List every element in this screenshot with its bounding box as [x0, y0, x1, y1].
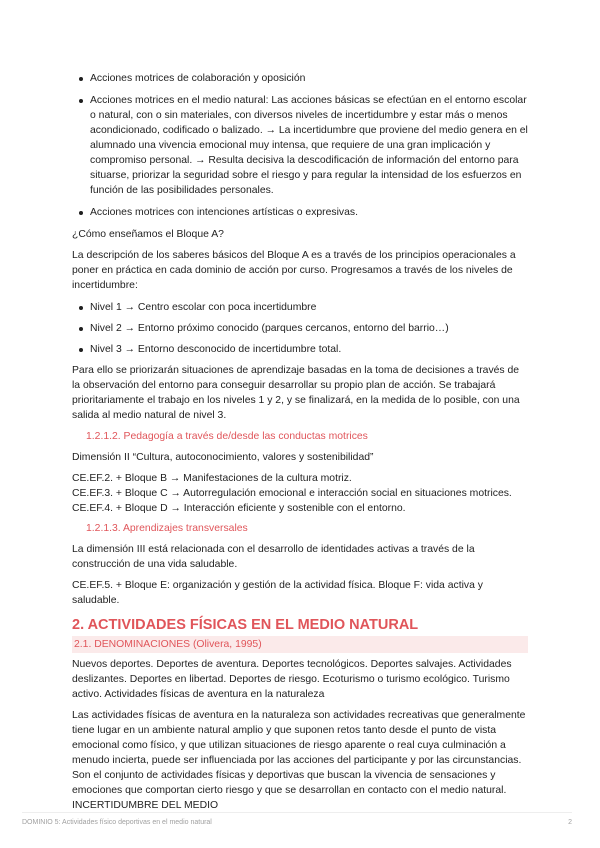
question-text: ¿Cómo enseñamos el Bloque A? [72, 229, 224, 240]
list-item: Nivel 2 → Entorno próximo conocido (parques cercanos, entorno del barrio…) [72, 321, 528, 336]
paragraph: INCERTIDUMBRE DEL MEDIO [72, 800, 219, 811]
action-types-list [72, 71, 528, 220]
section-heading: 2. ACTIVIDADES FÍSICAS EN EL MEDIO NATURAL [72, 617, 419, 633]
page-content [72, 71, 528, 813]
list-item: Nivel 3 → Entorno desconocido de incertidumbre total. [72, 342, 528, 357]
subsection-title: 2.1. DENOMINACIONES (Olivera, 1995) [72, 636, 528, 653]
footer-title: DOMINIO 5: Actividades físico deportivas en el medio natural [22, 819, 212, 826]
page-number: 2 [568, 819, 572, 826]
paragraph: La descripción de los saberes básicos del Bloque A es a través de los principios operacionales a poner en práctica en cada dominio de acción por curso. Progresamos a través de los niveles de incertidumbre: [72, 250, 516, 291]
page-footer [22, 812, 572, 826]
list-item: Acciones motrices de colaboración y oposición [72, 71, 528, 86]
list-item: Acciones motrices en el medio natural: Las acciones básicas se efectúan en el entorno escolar o natural, con o sin materiales, con diversos niveles de incertidumbre y estar más o menos acondicionado, codificado o balizado. → La incertidumbre que proviene del medio genera en el alumnado una vivencia emocional muy intensa, que requiere de una gran implicación y compromiso personal. → Resulta decisiva la descodificación de información del entorno para situarse, priorizar la seguridad sobre el riesgo y para regular la intensidad de los esfuerzos en función de las posibilidades personales. [72, 93, 528, 198]
paragraph: Nuevos deportes. Deportes de aventura. Deportes tecnológicos. Deportes salvajes. Actividades deslizantes. Deportes en libertad. Deportes de riesgo. Ecoturismo o turismo ecológico. Turismo activo. Actividades físicas de aventura en la naturaleza [72, 659, 512, 700]
ce-line: CE.EF.4. + Bloque D → Interacción eficiente y sostenible con el entorno. [72, 503, 406, 514]
ce-line: CE.EF.3. + Bloque C → Autorregulación emocional e interacción social en situaciones motrices. [72, 488, 512, 499]
paragraph: CE.EF.5. + Bloque E: organización y gestión de la actividad física. Bloque F: vida activa y saludable. [72, 580, 483, 606]
paragraph: Las actividades físicas de aventura en la naturaleza son actividades recreativas que generalmente tiene lugar en un ambiente natural amplio y que suponen retos tanto desde el punto de vista emocional como físico, y que utilizan situaciones de riesgo aparente o real cuya culminación a menudo incierta, puede ser influenciada por las acciones del participante y por las circunstancias. Son el conjunto de actividades físicas y deportivas que buscan la vivencia de sensaciones y emociones que comportan cierto riesgo y que se desarrollan en contacto con el medio natural. [72, 710, 526, 796]
dimension-heading: Dimensión II “Cultura, autoconocimiento, valores y sostenibilidad” [72, 452, 374, 463]
list-item: Acciones motrices con intenciones artísticas o expresivas. [72, 205, 528, 220]
paragraph: La dimensión III está relacionada con el desarrollo de identidades activas a través de la construcción de una vida saludable. [72, 544, 475, 570]
subsection-heading: 1.2.1.3. Aprendizajes transversales [86, 523, 248, 534]
ce-line: CE.EF.2. + Bloque B → Manifestaciones de la cultura motriz. [72, 473, 352, 484]
ce-lines [72, 471, 528, 516]
levels-list [72, 300, 528, 357]
paragraph: Para ello se priorizarán situaciones de aprendizaje basadas en la toma de decisiones a través de la observación del entorno para conseguir desarrollar su propio plan de acción. Se trabajará prioritariamente el trabajo en los niveles 1 y 2, y se finalizará, en la medida de lo posible, con una salida al medio natural de nivel 3. [72, 365, 520, 421]
subsection-heading: 1.2.1.2. Pedagogía a través de/desde las conductas motrices [86, 431, 368, 442]
list-item: Nivel 1 → Centro escolar con poca incertidumbre [72, 300, 528, 315]
